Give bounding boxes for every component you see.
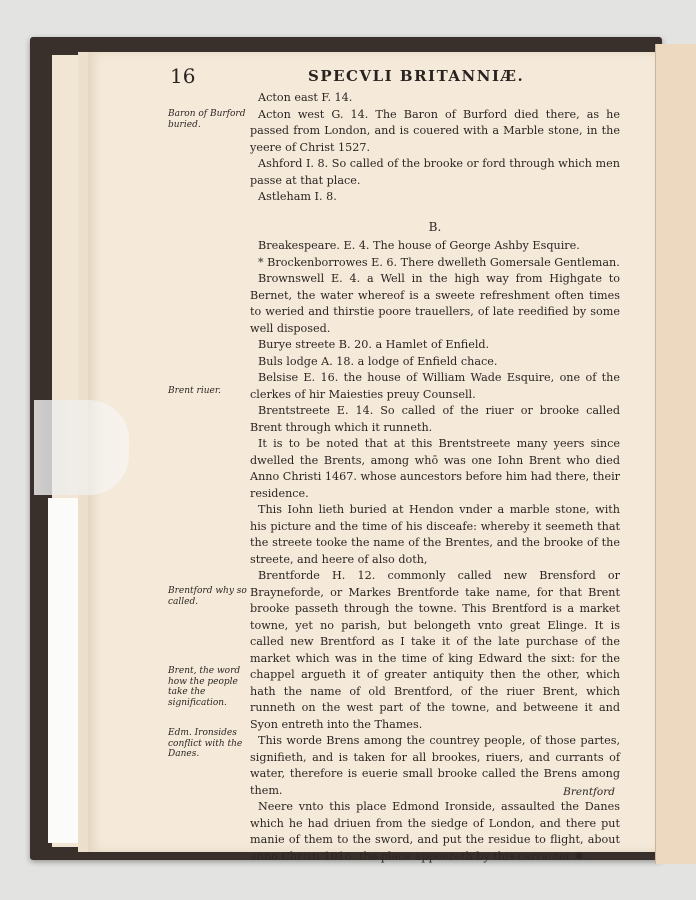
text-entry: Brentstreete E. 14. So called of the riuer or brooke called Brent through which it runneth. — [250, 404, 620, 434]
running-title: SPECVLI BRITANNIÆ. — [308, 67, 525, 85]
text-entry: This worde Brens among the countrey people, of those partes, signifieth, and is taken for all brookes, riuers, and currants of water, therefore is euerie small brooke called the Brens among them. — [250, 734, 620, 797]
section-heading: B. — [428, 219, 442, 234]
text-entry: Acton west G. 14. The Baron of Burford died there, as he passed from London, and is couered with a Marble stone, in the yeere of Christ 1527. — [250, 107, 620, 154]
margin-note: Brent riuer. — [168, 386, 221, 396]
main-text — [250, 90, 620, 865]
text-entry: Brentforde H. 12. commonly called new Brensford or Brayneforde, or Markes Brentforde take name, for that Brent brooke passeth through the towne. This Brentford is a market towne, yet no parish, but belongeth vnto great Elinge. It is called new Brentford as I take it of the late purchase of the market which was in the time of king Edward the sixt: for the chappel argueth it of greater antiquity then the other, which hath the name of old Brentford, of the riuer Brent, which runneth on the west part of the towne, and betweene it and Syon entreth into the Thames. — [250, 569, 620, 731]
text-entry: Acton east F. 14. — [258, 91, 353, 104]
text-entry: Breakespeare. E. 4. The house of George Ashby Esquire. — [258, 239, 580, 252]
margin-note: Edm. Ironsides conflict with the Danes. — [168, 728, 243, 759]
text-entry: This Iohn lieth buried at Hendon vnder a marble stone, with his picture and the time of his disceafe: whereby it seemeth that the streete tooke the name of the Brentes, and the brooke of the streete, and heere of also doth, — [250, 503, 620, 566]
book-page — [88, 52, 655, 863]
text-entry: It is to be noted that at this Brentstreete many yeers since dwelled the Brents, among whō was one Iohn Brent who died Anno Christi 1467. whose auncestors before him had there, their residence. — [250, 437, 620, 500]
spacer — [250, 206, 620, 212]
page-clip — [34, 400, 129, 495]
page-number: 16 — [170, 64, 196, 88]
text-entry: * Brockenborrowes E. 6. There dwelleth Gomersale Gentleman. — [258, 255, 620, 269]
text-entry: Neere vnto this place Edmond Ironside, assaulted the Danes which he had driuen from the siedge of London, and there put manie of them to the sword, and put the residue to flight, about anno Christi 1016. the place appeereth by this carracter ✱. — [250, 800, 620, 863]
page-header — [88, 64, 655, 90]
text-entry: Brownswell E. 4. a Well in the high way from Highgate to Bernet, the water whereof is a sweete refreshment often times to weried and thirstie poore trauellers, of late reedified by some well disposed. — [250, 272, 620, 335]
text-entry: Astleham I. 8. — [258, 190, 337, 203]
margin-note: Baron of Burford buried. — [168, 109, 246, 130]
paper-sliver — [48, 498, 78, 843]
text-entry: Buls lodge A. 18. a lodge of Enfield chace. — [258, 354, 498, 368]
page-stack-edge — [655, 44, 696, 864]
catchword: Brentford — [563, 786, 615, 798]
margin-note: Brent, the word how the people take the signification. — [168, 666, 241, 708]
text-entry: Belsise E. 16. the house of William Wade Esquire, one of the clerkes of hir Maiesties preuy Counsell. — [250, 371, 620, 401]
text-entry: Burye streete B. 20. a Hamlet of Enfield. — [258, 338, 490, 351]
margin-note: Brentford why so called. — [168, 586, 247, 607]
text-entry: Ashford I. 8. So called of the brooke or ford through which men passe at that place. — [250, 157, 620, 187]
